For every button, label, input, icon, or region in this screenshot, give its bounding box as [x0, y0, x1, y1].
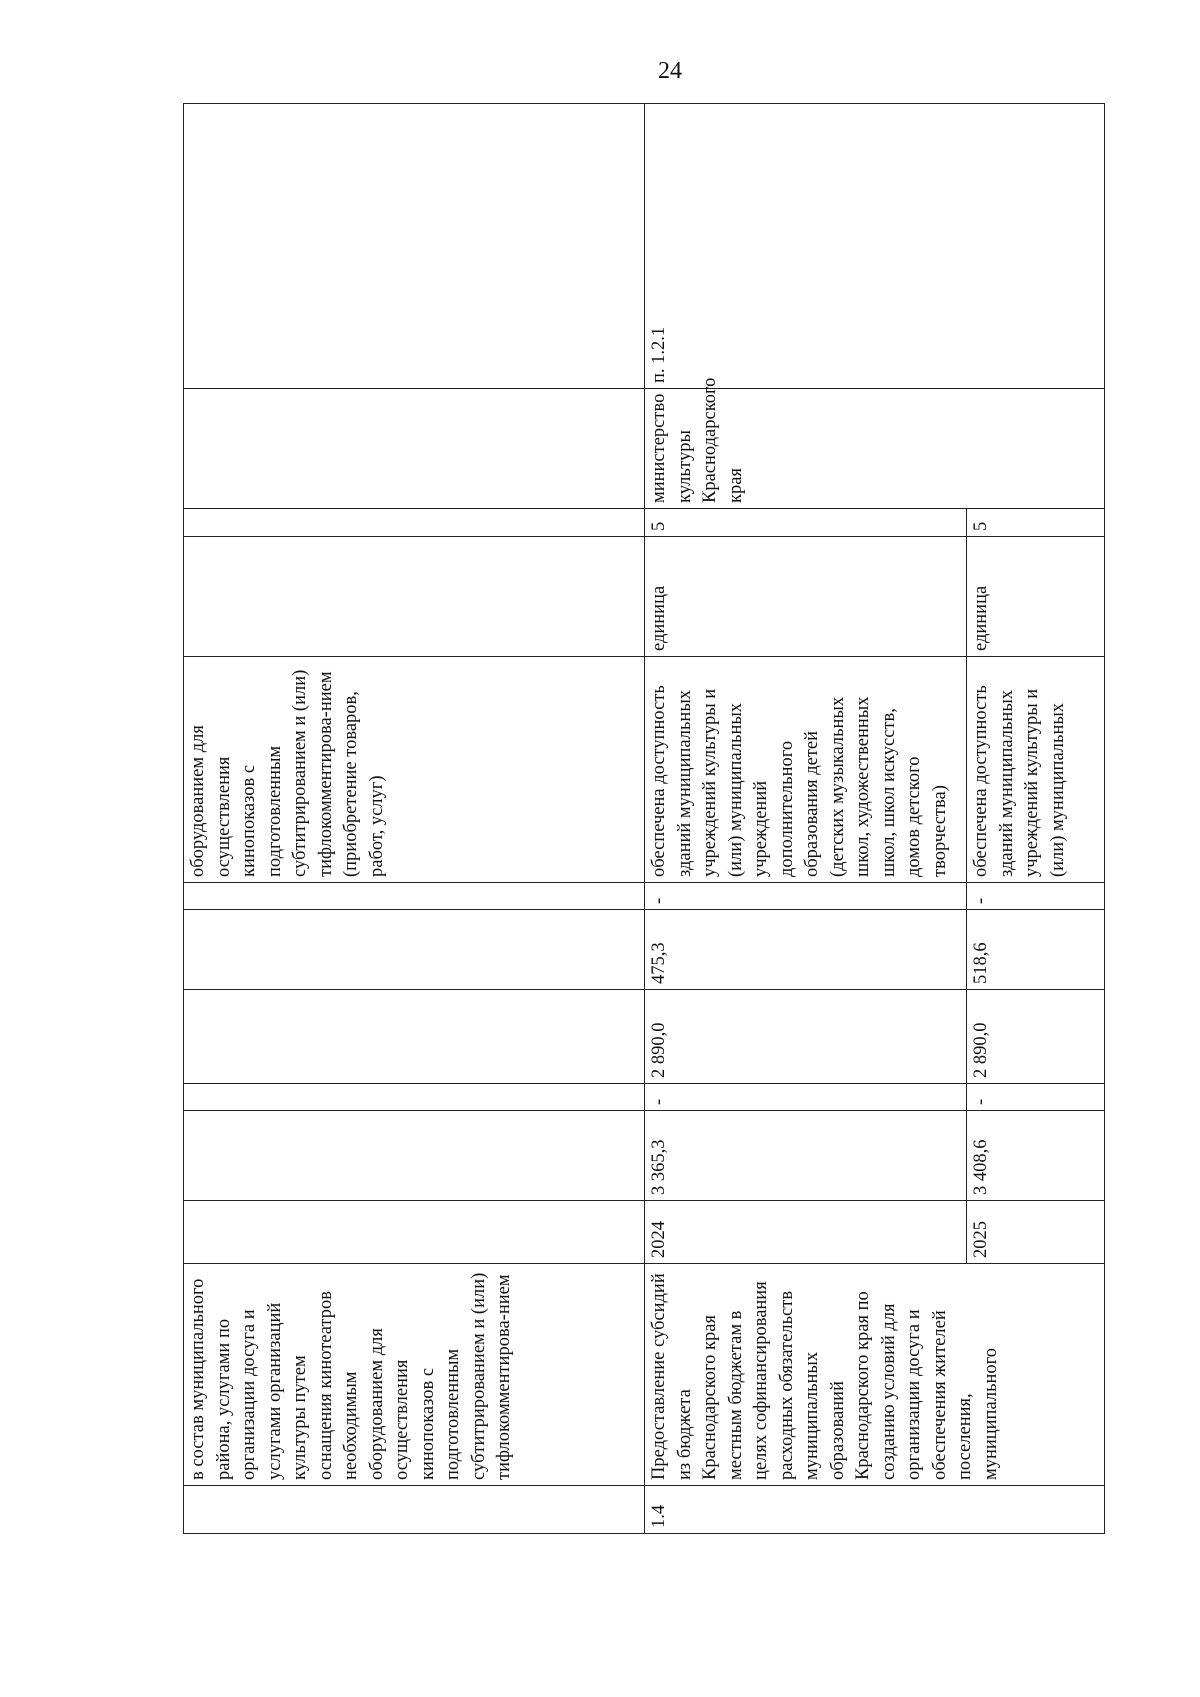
regional-cell: 2 890,0	[645, 990, 967, 1084]
regional-cell	[184, 990, 645, 1084]
table-row	[645, 104, 967, 1534]
local-cell	[184, 910, 645, 990]
row-number: 1.4	[645, 1486, 1105, 1534]
federal-cell	[184, 1084, 645, 1111]
year-cell: 2025	[967, 1201, 1105, 1264]
regional-cell: 2 890,0	[967, 990, 1105, 1084]
rotated-table-wrapper	[183, 104, 1104, 1534]
measure-name: Предоставление субсидий из бюджета Краснодарского края местным бюджетам в целях софинансирования расходных обязательств муниципальных образований Краснодарского края по созданию условий для организации досуга и обеспечения жителей поселения, муниципального	[645, 1264, 1105, 1486]
measure-name: в состав муниципального района, услугами по организации досуга и услугами организаций культуры путем оснащения кинотеатров необходимым оборудованием для осуществления кинопоказов с подготовленным субтитрированием и (или) тифлокомментирова-нием	[184, 1264, 645, 1486]
local-cell: 475,3	[645, 910, 967, 990]
executor-cell	[184, 389, 645, 509]
result-name: обеспечена доступность зданий муниципальных учреждений культуры и (или) муниципальных учреждений дополнительного образования детей (детских музыкальных школ, художественных школ, школ искусств, домов детского творчества)	[645, 657, 967, 883]
other-cell: -	[967, 883, 1105, 910]
value-cell: 5	[645, 509, 967, 537]
result-name: оборудованием для осуществления кинопоказов с подготовленным субтитрированием и (или) тифлокомментирова-нием (приобретение товаров, работ, услуг)	[184, 657, 645, 883]
program-table	[183, 103, 1105, 1534]
table-row	[184, 104, 645, 1534]
reference-cell	[184, 104, 645, 389]
total-cell: 3 365,3	[645, 1111, 967, 1201]
executor-cell: министерство культуры Краснодарского края	[645, 389, 1105, 509]
other-cell: -	[645, 883, 967, 910]
total-cell	[184, 1111, 645, 1201]
local-cell: 518,6	[967, 910, 1105, 990]
row-number	[184, 1486, 645, 1534]
result-name: обеспечена доступность зданий муниципальных учреждений культуры и (или) муниципальных	[967, 657, 1105, 883]
total-cell: 3 408,6	[967, 1111, 1105, 1201]
page-number: 24	[658, 58, 682, 84]
reference-cell: п. 1.2.1	[645, 104, 1105, 389]
federal-cell: -	[645, 1084, 967, 1111]
year-cell: 2024	[645, 1201, 967, 1264]
unit-cell	[184, 537, 645, 657]
unit-cell: единица	[967, 537, 1105, 657]
value-cell	[184, 509, 645, 537]
unit-cell: единица	[645, 537, 967, 657]
year-cell	[184, 1201, 645, 1264]
other-cell	[184, 883, 645, 910]
value-cell: 5	[967, 509, 1105, 537]
federal-cell: -	[967, 1084, 1105, 1111]
